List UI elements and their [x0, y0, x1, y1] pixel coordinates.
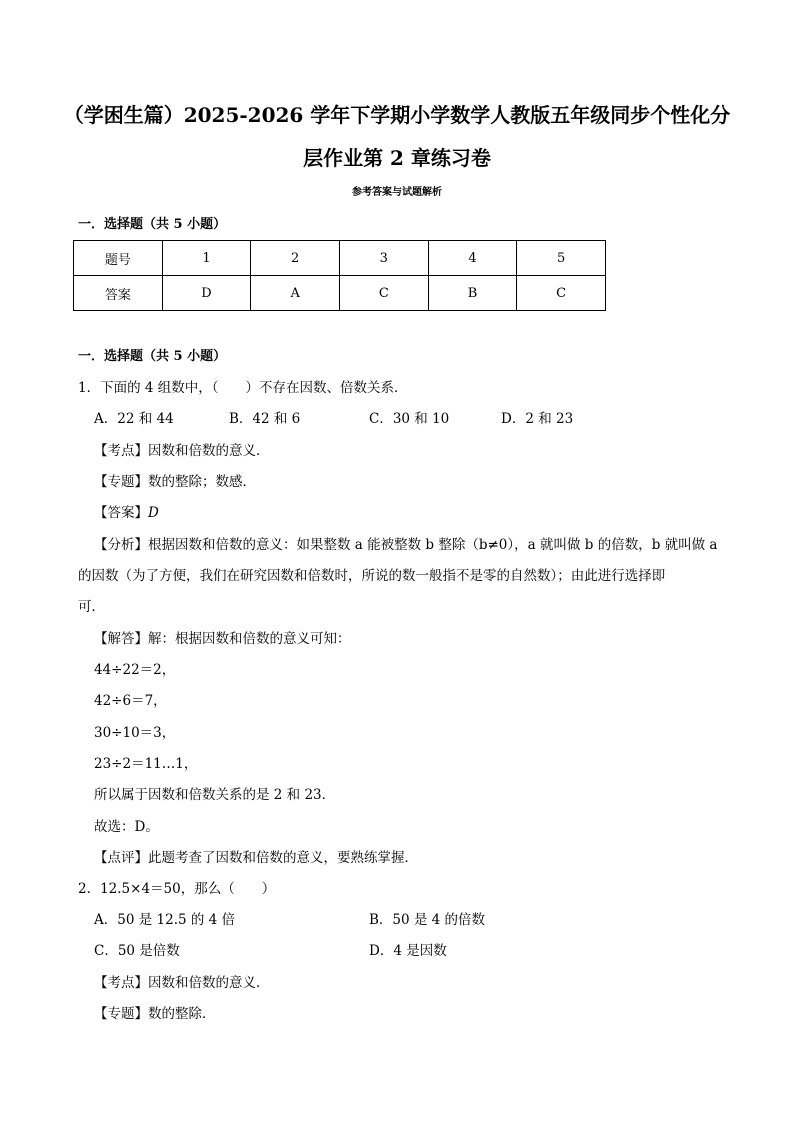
question-1-stem: 1．下面的 4 组数中，（ ）不存在因数、倍数关系．: [78, 380, 408, 396]
document-title-line-1: （学困生篇）2025-2026 学年下学期小学数学人教版五年级同步个性化分: [63, 103, 731, 127]
answer-table-cell: 5: [517, 241, 606, 276]
question-1-option-a: A．22 和 44: [94, 411, 174, 427]
question-1-calc-1: 44÷22＝2，: [94, 662, 176, 678]
answer-tag: 【答案】: [94, 505, 148, 521]
question-1-option-d: D．2 和 23: [501, 411, 574, 427]
question-2-option-d: D．4 是因数: [369, 943, 447, 959]
question-1-calc-3: 30÷10＝3，: [94, 725, 176, 741]
answer-table-cell: C: [517, 276, 606, 311]
answer-table-cell: 1: [162, 241, 251, 276]
question-2-zhuanti: 【专题】数的整除．: [94, 1006, 216, 1022]
answer-table-cell: 2: [251, 241, 340, 276]
question-1-solution: 【解答】解：根据因数和倍数的意义可知：: [94, 631, 351, 647]
question-1-analysis-line-1: 【分析】根据因数和倍数的意义：如果整数 a 能被整数 b 整除（b≠0），a 就叫做 b 的倍数，b 就叫做 a: [94, 537, 718, 553]
question-2-option-a: A．50 是 12.5 的 4 倍: [94, 912, 236, 928]
answer-table-cell: 3: [339, 241, 428, 276]
answer-table-cell: B: [428, 276, 517, 311]
question-1-zhuanti: 【专题】数的整除；数感．: [94, 474, 256, 490]
question-1-calc-4: 23÷2＝11…1，: [94, 756, 198, 772]
question-1-option-b: B．42 和 6: [229, 411, 301, 427]
question-1-comment: 【点评】此题考查了因数和倍数的意义，要熟练掌握．: [94, 850, 418, 866]
answer-table-cell: A: [251, 276, 340, 311]
answer-table-cell: C: [339, 276, 428, 311]
question-1-calc-2: 42÷6＝7，: [94, 693, 167, 709]
answer-table-row-label: 题号: [74, 241, 163, 276]
question-1-analysis-line-3: 可．: [78, 599, 105, 615]
answer-table-row-label: 答案: [74, 276, 163, 311]
document-title-line-2: 层作业第 2 章练习卷: [303, 146, 491, 170]
answer-value: D: [148, 505, 159, 521]
question-2-option-c: C．50 是倍数: [94, 943, 180, 959]
question-1-kaodian: 【考点】因数和倍数的意义．: [94, 443, 270, 459]
answer-table-cell: D: [162, 276, 251, 311]
question-1-choice: 故选：D。: [94, 819, 159, 835]
answer-table-answer-row: [74, 276, 606, 311]
question-1-conclusion: 所以属于因数和倍数关系的是 2 和 23．: [94, 787, 336, 803]
question-2-kaodian: 【考点】因数和倍数的意义．: [94, 975, 270, 991]
answer-section-heading: 一．选择题（共 5 小题）: [78, 217, 227, 232]
question-1-option-c: C．30 和 10: [369, 411, 450, 427]
answer-table-cell: 4: [428, 241, 517, 276]
question-2-stem: 2．12.5×4＝50，那么（ ）: [78, 881, 276, 897]
detail-section-heading: 一．选择题（共 5 小题）: [78, 349, 227, 364]
document-subtitle: 参考答案与试题解析: [352, 187, 442, 198]
question-2-option-b: B．50 是 4 的倍数: [369, 912, 486, 928]
answer-table-number-row: [74, 241, 606, 276]
question-1-answer: [94, 503, 159, 523]
question-1-analysis-line-2: 的因数（为了方便，我们在研究因数和倍数时，所说的数一般指不是零的自然数）；由此进行选择即: [78, 568, 666, 584]
answer-table: [73, 240, 606, 311]
